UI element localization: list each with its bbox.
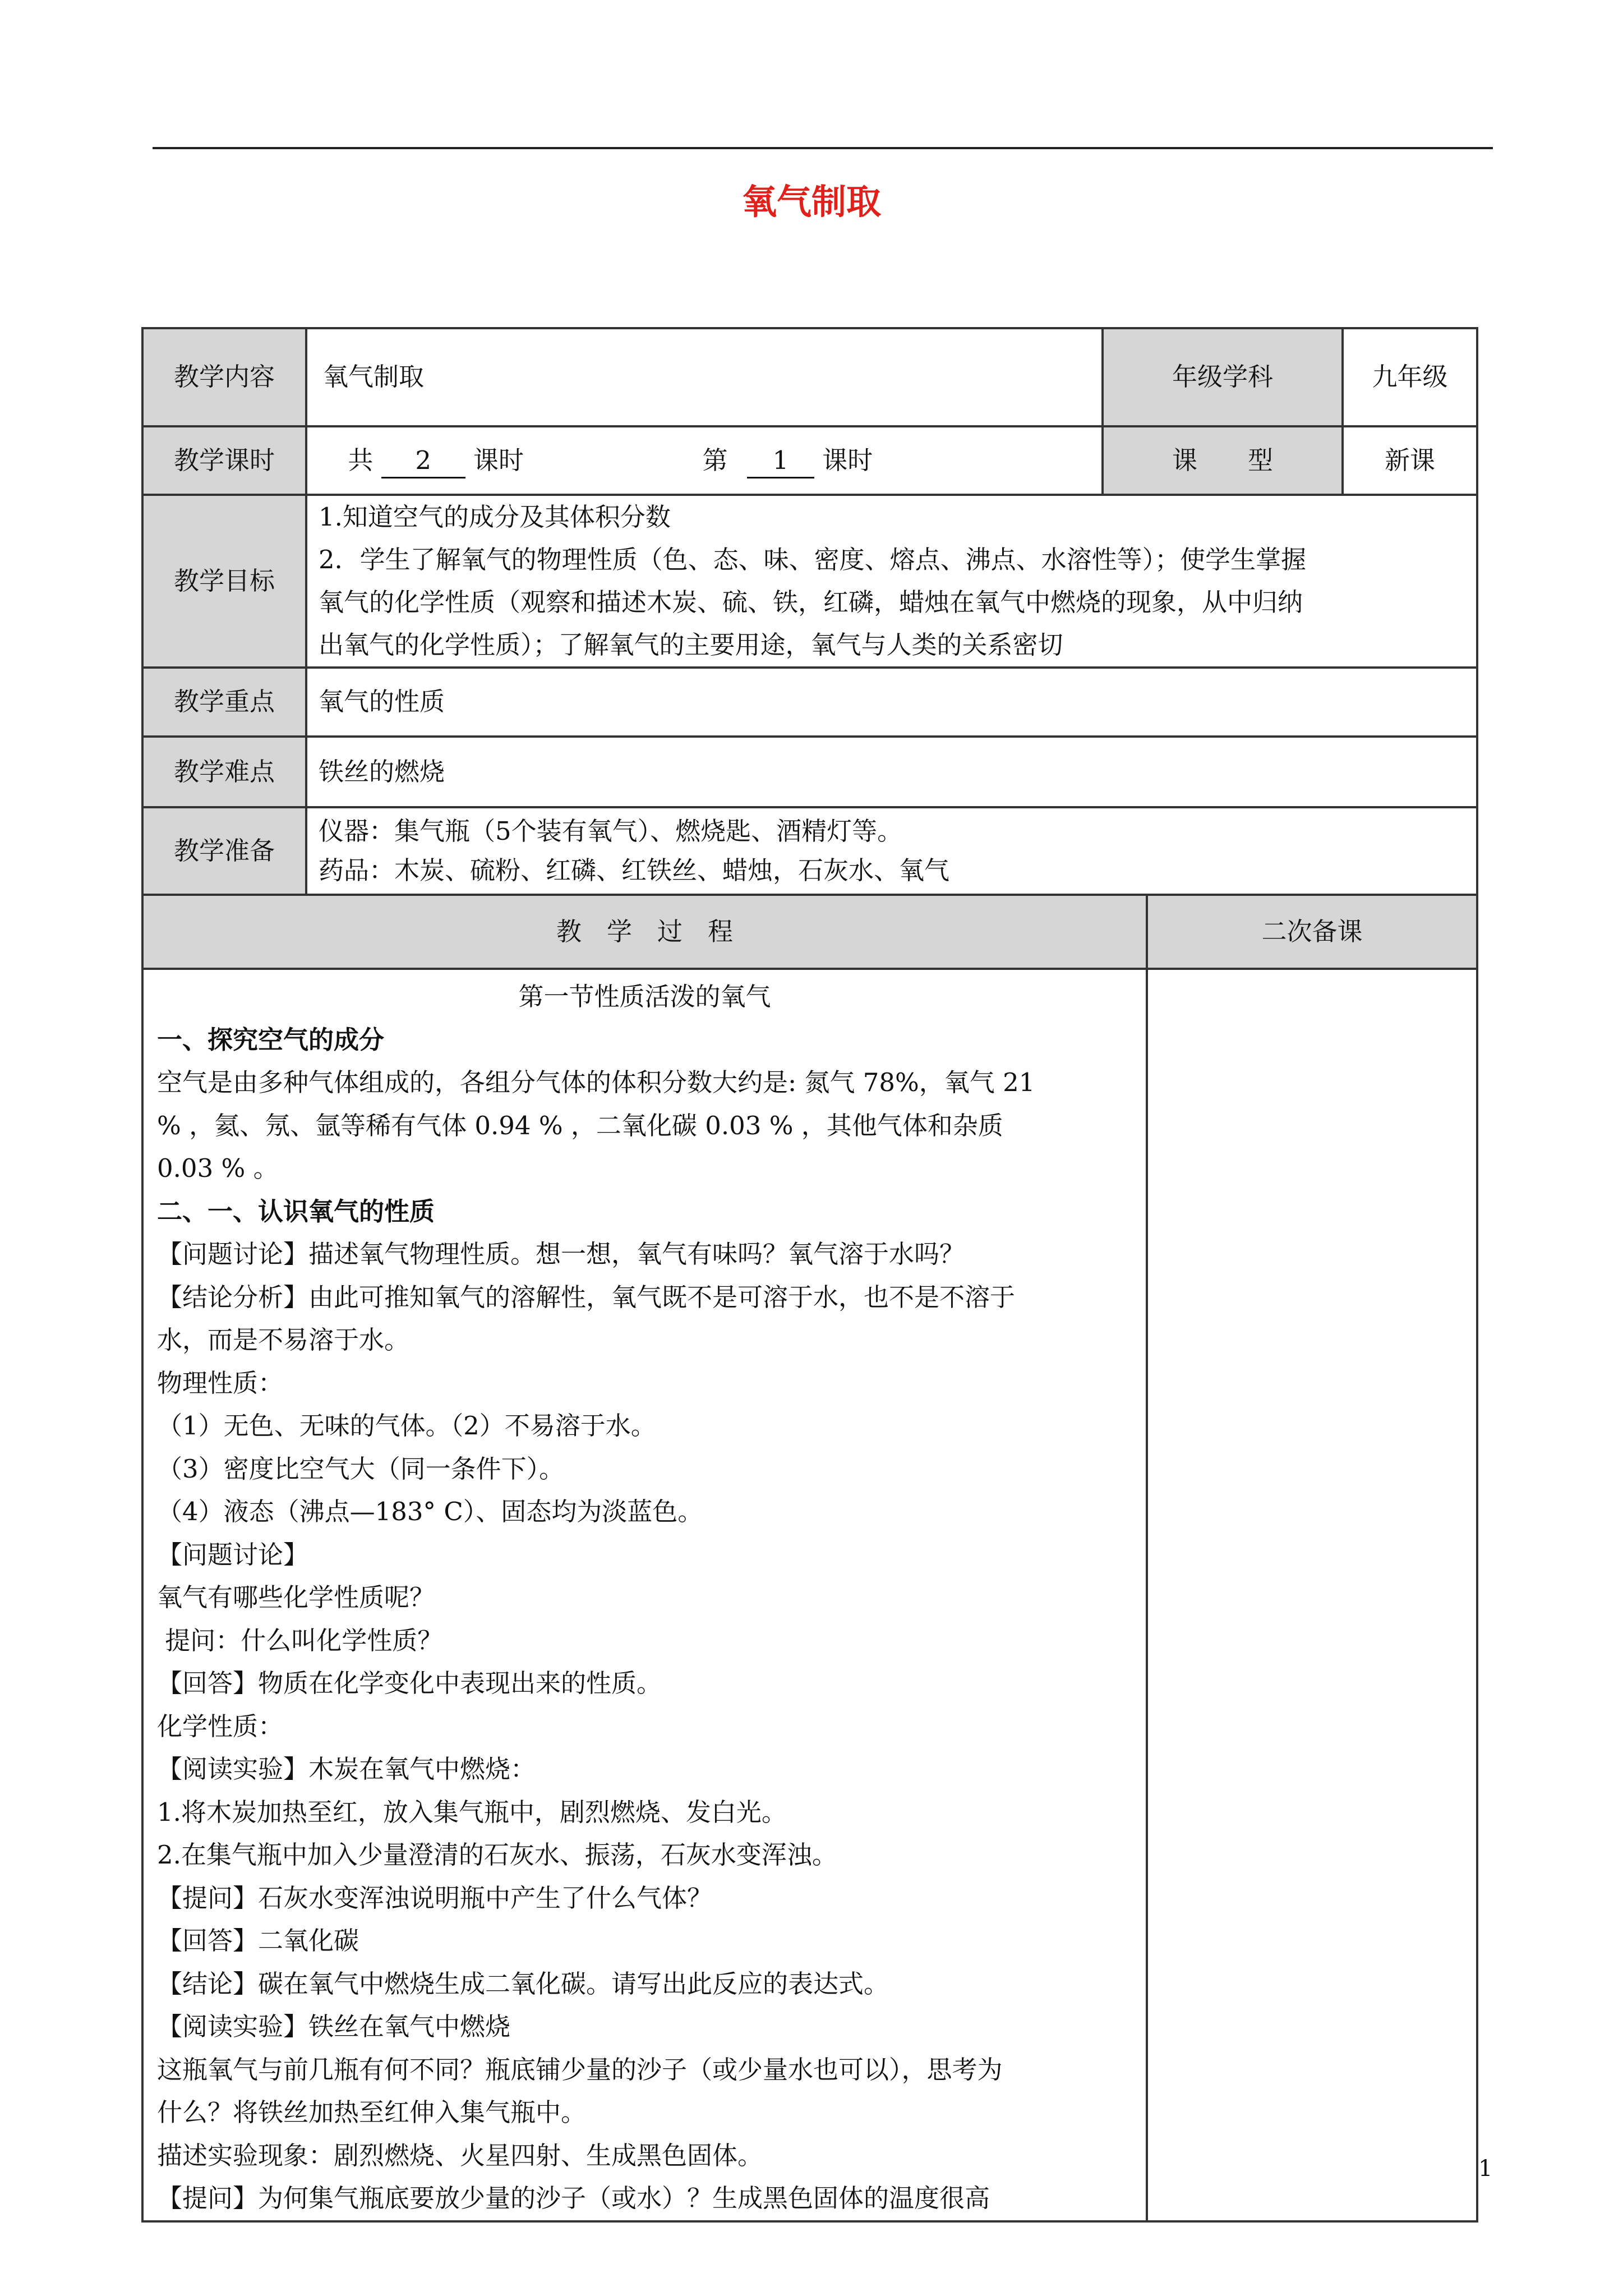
process-line: 【结论】碳在氧气中燃烧生成二氧化碳。请写出此反应的表达式。 (157, 1968, 889, 1999)
prep-text (306, 807, 1477, 895)
page-number: 1 (1478, 2156, 1493, 2182)
process-line: 【问题讨论】 (157, 1539, 309, 1570)
period-current-prefix: 第 (702, 445, 728, 475)
type-value: 新课 (1343, 426, 1477, 495)
row-content (142, 328, 1477, 426)
goals-label: 教学目标 (142, 495, 306, 668)
row-process-header (142, 895, 1477, 969)
process-line: 描述实验现象：剧烈燃烧、火星四射、生成黑色固体。 (157, 2140, 763, 2170)
goals-line: 1.知道空气的成分及其体积分数 (319, 502, 671, 532)
header-rule (153, 147, 1493, 149)
process-line: 物理性质： (157, 1368, 284, 1398)
section-heading: 一、探究空气的成分 (157, 1024, 385, 1055)
content-value: 氧气制取 (306, 328, 1103, 426)
content-label: 教学内容 (142, 328, 306, 426)
lesson-plan-table (141, 327, 1478, 2223)
secondary-header: 二次备课 (1147, 895, 1477, 969)
grade-value: 九年级 (1343, 328, 1477, 426)
row-process-body (142, 969, 1477, 2221)
process-line: （3）密度比空气大（同一条件下）。 (157, 1453, 565, 1484)
prep-line: 药品：木炭、硫粉、红磷、红铁丝、蜡烛，石灰水、氧气 (319, 855, 950, 885)
process-line: 氧气有哪些化学性质呢？ (157, 1582, 435, 1612)
process-line: 【阅读实验】铁丝在氧气中燃烧 (157, 2012, 511, 2041)
difficulty-value: 铁丝的燃烧 (306, 737, 1477, 807)
period-total-prefix: 共 (348, 445, 374, 475)
row-period (142, 426, 1477, 495)
goals-text (306, 495, 1477, 668)
period-current-suffix: 课时 (822, 445, 873, 475)
process-line: 【结论分析】由此可推知氧气的溶解性，氧气既不是可溶于水，也不是不溶于 (157, 1282, 1016, 1312)
row-prep (142, 807, 1477, 895)
period-total-suffix: 课时 (473, 445, 524, 475)
period-total: 2 (381, 444, 465, 479)
type-label: 课 型 (1103, 426, 1343, 495)
section-heading: 二、一、认识氧气的性质 (157, 1196, 435, 1226)
process-line: 【回答】二氧化碳 (157, 1926, 359, 1955)
process-line: 空气是由多种气体组成的，各组分气体的体积分数大约是: 氮气 78%，氧气 21 (157, 1068, 1035, 1097)
document-title: 氧气制取 (741, 181, 881, 222)
process-header: 教 学 过 程 (142, 895, 1147, 969)
period-label: 教学课时 (142, 426, 306, 495)
prep-line: 仪器：集气瓶（5个装有氧气）、燃烧匙、酒精灯等。 (319, 816, 903, 846)
section-title: 第一节性质活泼的氧气 (518, 982, 771, 1011)
process-line: 【问题讨论】描述氧气物理性质。想一想，氧气有味吗？氧气溶于水吗？ (157, 1239, 965, 1269)
process-line: 这瓶氧气与前几瓶有何不同？瓶底铺少量的沙子（或少量水也可以），思考为 (157, 2054, 1003, 2085)
prep-label: 教学准备 (142, 807, 306, 895)
process-line: 0.03 % 。 (157, 1153, 279, 1183)
period-value (306, 426, 1103, 495)
goals-line: 氧气的化学性质（观察和描述木炭、硫、铁，红磷，蜡烛在氧气中燃烧的现象，从中归纳 (319, 587, 1303, 617)
goals-line: 2．学生了解氧气的物理性质（色、态、味、密度、熔点、沸点、水溶性等）；使学生掌握 (319, 545, 1307, 574)
process-line: 提问：什么叫化学性质？ (157, 1625, 443, 1655)
process-line: 1.将木炭加热至红，放入集气瓶中，剧烈燃烧、发白光。 (157, 1797, 787, 1827)
row-goals (142, 495, 1477, 668)
focus-value: 氧气的性质 (306, 668, 1477, 737)
process-line: % ，氦、氖、氩等稀有气体 0.94 % ，二氧化碳 0.03 % ，其他气体和杂质 (157, 1110, 1003, 1140)
process-line: （1）无色、无味的气体。（2）不易溶于水。 (157, 1411, 656, 1441)
process-line: 2.在集气瓶中加入少量澄清的石灰水、振荡，石灰水变浑浊。 (157, 1840, 837, 1870)
process-body (142, 969, 1147, 2221)
process-line: （4）液态（沸点—183° C）、固态均为淡蓝色。 (157, 1497, 703, 1526)
process-line: 化学性质： (157, 1711, 284, 1741)
period-current: 1 (747, 444, 814, 479)
process-line: 【阅读实验】木炭在氧气中燃烧： (157, 1754, 536, 1784)
process-line: 【提问】石灰水变浑浊说明瓶中产生了什么气体？ (157, 1883, 713, 1913)
goals-line: 出氧气的化学性质）；了解氧气的主要用途，氧气与人类的关系密切 (319, 630, 1063, 660)
row-focus (142, 668, 1477, 737)
row-difficulty (142, 737, 1477, 807)
process-line: 【提问】为何集气瓶底要放少量的沙子（或水）？生成黑色固体的温度很高 (157, 2183, 990, 2213)
secondary-body (1147, 969, 1477, 2221)
process-line: 【回答】物质在化学变化中表现出来的性质。 (157, 1668, 662, 1698)
difficulty-label: 教学难点 (142, 737, 306, 807)
grade-label: 年级学科 (1103, 328, 1343, 426)
process-line: 水，而是不易溶于水。 (157, 1325, 410, 1355)
process-line: 什么？将铁丝加热至红伸入集气瓶中。 (157, 2097, 587, 2127)
focus-label: 教学重点 (142, 668, 306, 737)
